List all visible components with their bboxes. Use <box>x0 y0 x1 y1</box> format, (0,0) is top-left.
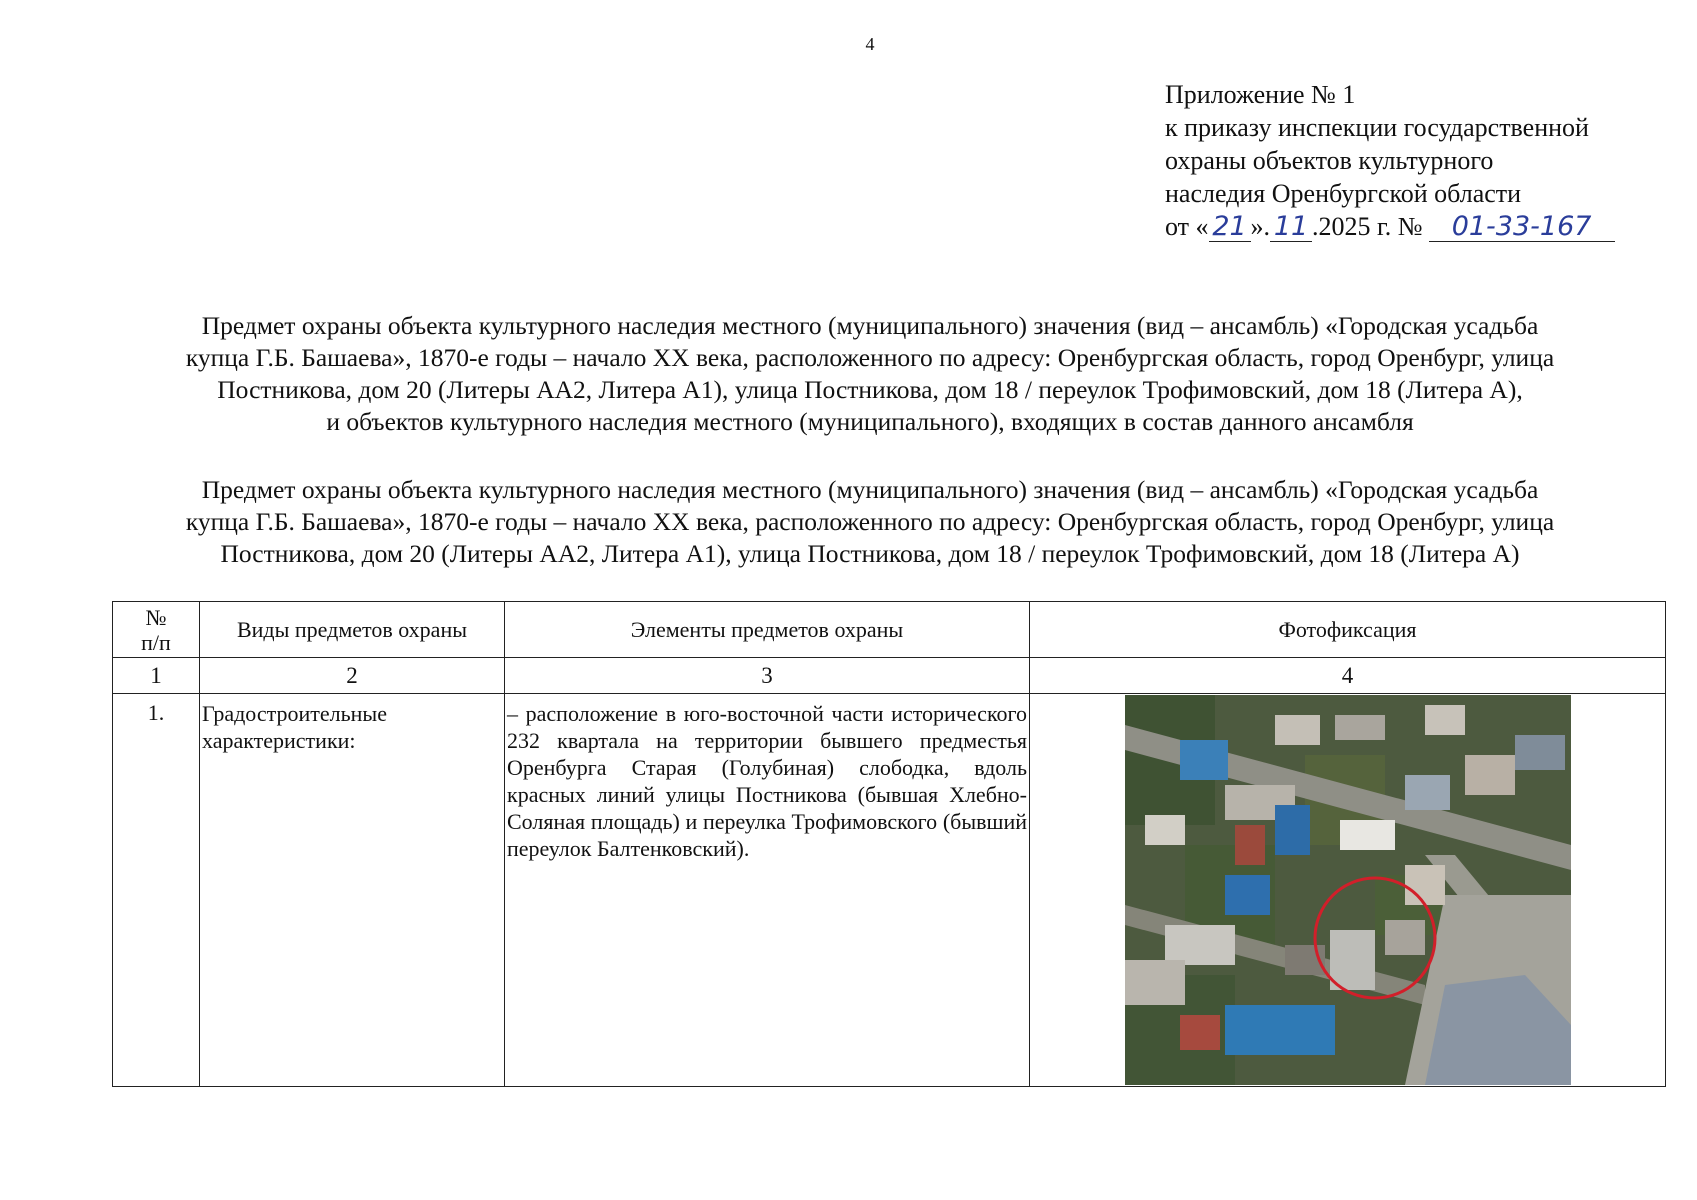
title-1-line-4: и объектов культурного наследия местного (муниципального), входящих в состав данного ансамбля <box>326 407 1414 436</box>
column-number: 4 <box>1030 658 1666 694</box>
date-prefix: от « <box>1165 212 1209 241</box>
appendix-line-2: к приказу инспекции государственной <box>1165 113 1589 142</box>
title-1-line-1: Предмет охраны объекта культурного наследия местного (муниципального) значения (вид – ансамбль) «Городская усадьба <box>201 311 1539 340</box>
date-suffix: .2025 г. № <box>1312 212 1423 241</box>
row-type: Градостроительные характеристики: <box>200 694 505 1087</box>
appendix-line-4: наследия Оренбургской области <box>1165 179 1522 208</box>
handwritten-day: 21 <box>1209 213 1251 242</box>
protection-table <box>112 601 1666 1087</box>
row-number: 1. <box>113 694 200 1087</box>
handwritten-order-number: 01-33-167 <box>1429 213 1615 242</box>
header-photo: Фотофиксация <box>1030 602 1666 658</box>
header-elements: Элементы предметов охраны <box>505 602 1030 658</box>
appendix-title: Приложение № 1 <box>1165 80 1356 109</box>
header-num-abbr: п/п <box>141 629 171 655</box>
column-number-row <box>113 658 1666 694</box>
header-num <box>113 602 200 658</box>
title-1-line-3: Постникова, дом 20 (Литеры АА2, Литера А1), улица Постникова, дом 18 / переулок Трофимовский, дом 18 (Литера А), <box>217 375 1523 404</box>
appendix-line-3: охраны объектов культурного <box>1165 146 1494 175</box>
header-num-symbol: № <box>145 604 167 630</box>
title-1-line-2: купца Г.Б. Башаева», 1870-е годы – начало XX века, расположенного по адресу: Оренбургская область, город Оренбург, улица <box>185 343 1555 372</box>
aerial-photo <box>1125 695 1571 1085</box>
handwritten-month: 11 <box>1270 213 1312 242</box>
appendix-date-line <box>1165 210 1635 243</box>
title-2-line-3: Постникова, дом 20 (Литеры АА2, Литера А1), улица Постникова, дом 18 / переулок Трофимовский, дом 18 (Литера А) <box>220 539 1520 568</box>
document-title-1 <box>70 310 1670 438</box>
title-2-line-2: купца Г.Б. Башаева», 1870-е годы – начало XX века, расположенного по адресу: Оренбургская область, город Оренбург, улица <box>185 507 1555 536</box>
table-header-row <box>113 602 1666 658</box>
column-number: 1 <box>113 658 200 694</box>
table-row <box>113 694 1666 1087</box>
column-number: 2 <box>200 658 505 694</box>
column-number: 3 <box>505 658 1030 694</box>
page-number: 4 <box>865 34 875 54</box>
appendix-block <box>1165 78 1635 243</box>
header-types: Виды предметов охраны <box>200 602 505 658</box>
date-separator: ». <box>1250 212 1271 241</box>
title-2-line-1: Предмет охраны объекта культурного наследия местного (муниципального) значения (вид – ансамбль) «Городская усадьба <box>201 475 1539 504</box>
document-title-2 <box>70 474 1670 570</box>
row-elements: – расположение в юго-восточной части исторического 232 квартала на территории бывшего предместья Оренбурга Старая (Голубиная) слободка, вдоль красных линий улицы Постникова (бывшая Хлебно-Соляная площадь) и переулка Трофимовского (бывший переулок Балтенковский). <box>505 694 1030 1087</box>
row-photo-cell <box>1030 694 1666 1087</box>
